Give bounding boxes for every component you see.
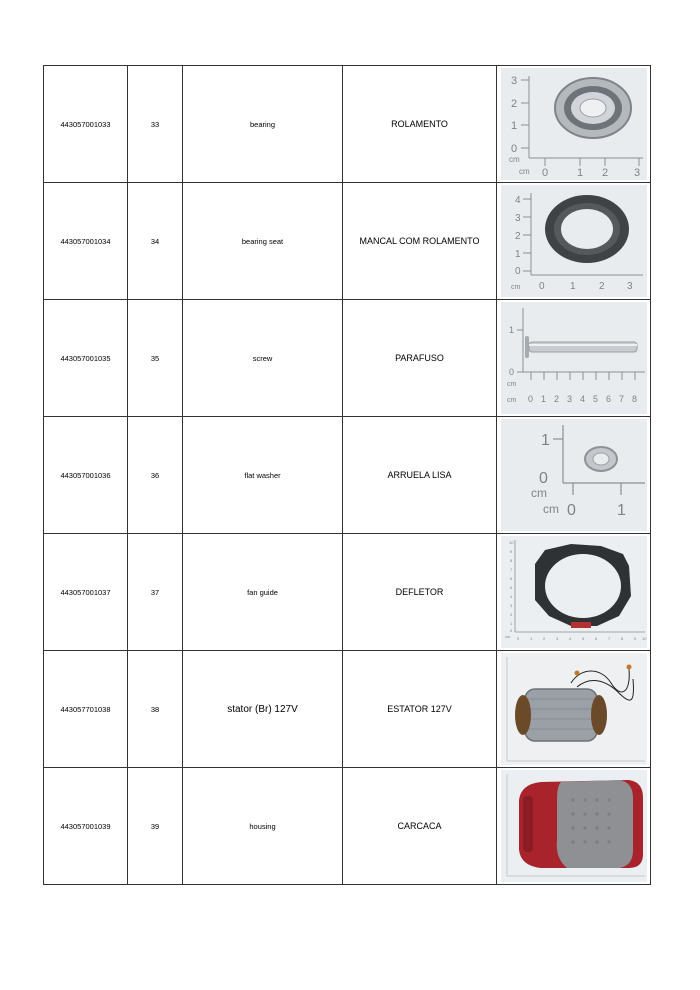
table-row: [44, 417, 651, 534]
scale-tick: 0: [538, 281, 545, 292]
scale-tick: 1: [529, 636, 532, 641]
scale-tick: 3: [555, 636, 558, 641]
part-code: 443057701038: [44, 651, 128, 768]
scale-tick: 5: [581, 636, 584, 641]
part-name-pt: DEFLETOR: [343, 534, 497, 651]
scale-tick: 10: [641, 636, 646, 641]
part-name-pt: PARAFUSO: [343, 300, 497, 417]
scale-tick: 2: [510, 98, 517, 110]
part-name-pt: ARRUELA LISA: [343, 417, 497, 534]
scale-tick: 3: [566, 394, 572, 404]
scale-unit: cm: [506, 397, 516, 404]
item-number: 34: [128, 183, 183, 300]
part-photo-cell: [497, 417, 651, 534]
part-code: 443057001033: [44, 66, 128, 183]
part-name-en: stator (Br) 127V: [183, 651, 343, 768]
scale-tick: 4: [514, 195, 521, 206]
scale-tick: 3: [514, 213, 521, 224]
scale-tick: 9: [509, 549, 512, 554]
scale-tick: 0: [510, 143, 517, 155]
part-code: 443057001034: [44, 183, 128, 300]
scale-tick: 1: [540, 432, 550, 449]
scale-tick: 8: [509, 558, 512, 563]
parts-table: [43, 65, 651, 885]
scale-tick: 2: [514, 231, 521, 242]
scale-tick: 1: [616, 502, 626, 519]
part-photo-cell: [497, 66, 651, 183]
part-photo-cell: [497, 768, 651, 885]
scale-tick: 0: [527, 394, 533, 404]
scale-tick: 0: [566, 502, 576, 519]
part-photo-cell: [497, 300, 651, 417]
scale-tick: 3: [626, 281, 633, 292]
part-name-pt: ESTATOR 127V: [343, 651, 497, 768]
part-name-en: bearing seat: [183, 183, 343, 300]
table-row: [44, 651, 651, 768]
scale-tick: 9: [633, 636, 636, 641]
scale-tick: 3: [633, 167, 640, 179]
scale-tick: 2: [553, 394, 559, 404]
scale-tick: 2: [542, 636, 545, 641]
housing-photo: [501, 770, 647, 882]
scale-unit: cm: [506, 381, 516, 388]
scale-tick: 5: [592, 394, 598, 404]
scale-tick: 1: [569, 281, 576, 292]
scale-tick: 6: [605, 394, 611, 404]
scale-tick: 7: [618, 394, 624, 404]
part-code: 443057001039: [44, 768, 128, 885]
scale-tick: 0: [509, 628, 512, 633]
scale-tick: 3: [509, 603, 512, 608]
scale-unit: cm: [504, 634, 510, 639]
scale-tick: 2: [509, 612, 512, 617]
part-name-pt: CARCACA: [343, 768, 497, 885]
table-row: [44, 183, 651, 300]
item-number: 39: [128, 768, 183, 885]
scale-tick: 1: [508, 325, 514, 335]
scale-tick: 6: [594, 636, 597, 641]
part-name-en: housing: [183, 768, 343, 885]
scale-tick: 0: [516, 636, 519, 641]
table-row: [44, 534, 651, 651]
scale-tick: 7: [607, 636, 610, 641]
scale-tick: 10: [508, 540, 513, 545]
part-name-pt: MANCAL COM ROLAMENTO: [343, 183, 497, 300]
part-name-pt: ROLAMENTO: [343, 66, 497, 183]
part-photo-cell: [497, 183, 651, 300]
scale-tick: 8: [631, 394, 637, 404]
table-row: [44, 768, 651, 885]
scale-tick: 5: [509, 585, 512, 590]
table-row: [44, 300, 651, 417]
scale-unit: cm: [542, 502, 559, 516]
scale-tick: 4: [568, 636, 571, 641]
item-number: 36: [128, 417, 183, 534]
scale-tick: 0: [508, 367, 514, 377]
scale-tick: 4: [579, 394, 585, 404]
item-number: 37: [128, 534, 183, 651]
scale-tick: 1: [540, 394, 546, 404]
part-name-en: screw: [183, 300, 343, 417]
part-name-en: flat washer: [183, 417, 343, 534]
scale-tick: 2: [601, 167, 608, 179]
screw-photo: [501, 302, 647, 414]
scale-tick: 7: [509, 567, 512, 572]
part-code: 443057001035: [44, 300, 128, 417]
stator-photo: [501, 653, 647, 765]
fan-guide-photo: [501, 536, 647, 648]
scale-tick: 3: [510, 75, 517, 87]
bearing-seat-photo: [501, 185, 647, 297]
scale-tick: 8: [620, 636, 623, 641]
scale-tick: 2: [598, 281, 605, 292]
item-number: 35: [128, 300, 183, 417]
flat-washer-photo: [501, 419, 647, 531]
scale-tick: 1: [509, 621, 512, 626]
part-name-en: bearing: [183, 66, 343, 183]
scale-tick: 1: [514, 249, 521, 260]
item-number: 33: [128, 66, 183, 183]
scale-unit: cm: [508, 155, 520, 164]
scale-tick: 1: [510, 120, 517, 132]
part-photo-cell: [497, 651, 651, 768]
item-number: 38: [128, 651, 183, 768]
scale-tick: 0: [538, 470, 548, 487]
part-code: 443057001036: [44, 417, 128, 534]
scale-unit: cm: [510, 284, 520, 291]
scale-tick: 6: [509, 576, 512, 581]
bearing-photo: [501, 68, 647, 180]
table-row: [44, 66, 651, 183]
scale-tick: 4: [509, 594, 512, 599]
scale-tick: 0: [514, 266, 521, 277]
scale-tick: 1: [576, 167, 583, 179]
scale-unit: cm: [530, 486, 547, 500]
scale-unit: cm: [518, 167, 530, 176]
part-code: 443057001037: [44, 534, 128, 651]
part-name-en: fan guide: [183, 534, 343, 651]
part-photo-cell: [497, 534, 651, 651]
scale-tick: 0: [541, 167, 548, 179]
